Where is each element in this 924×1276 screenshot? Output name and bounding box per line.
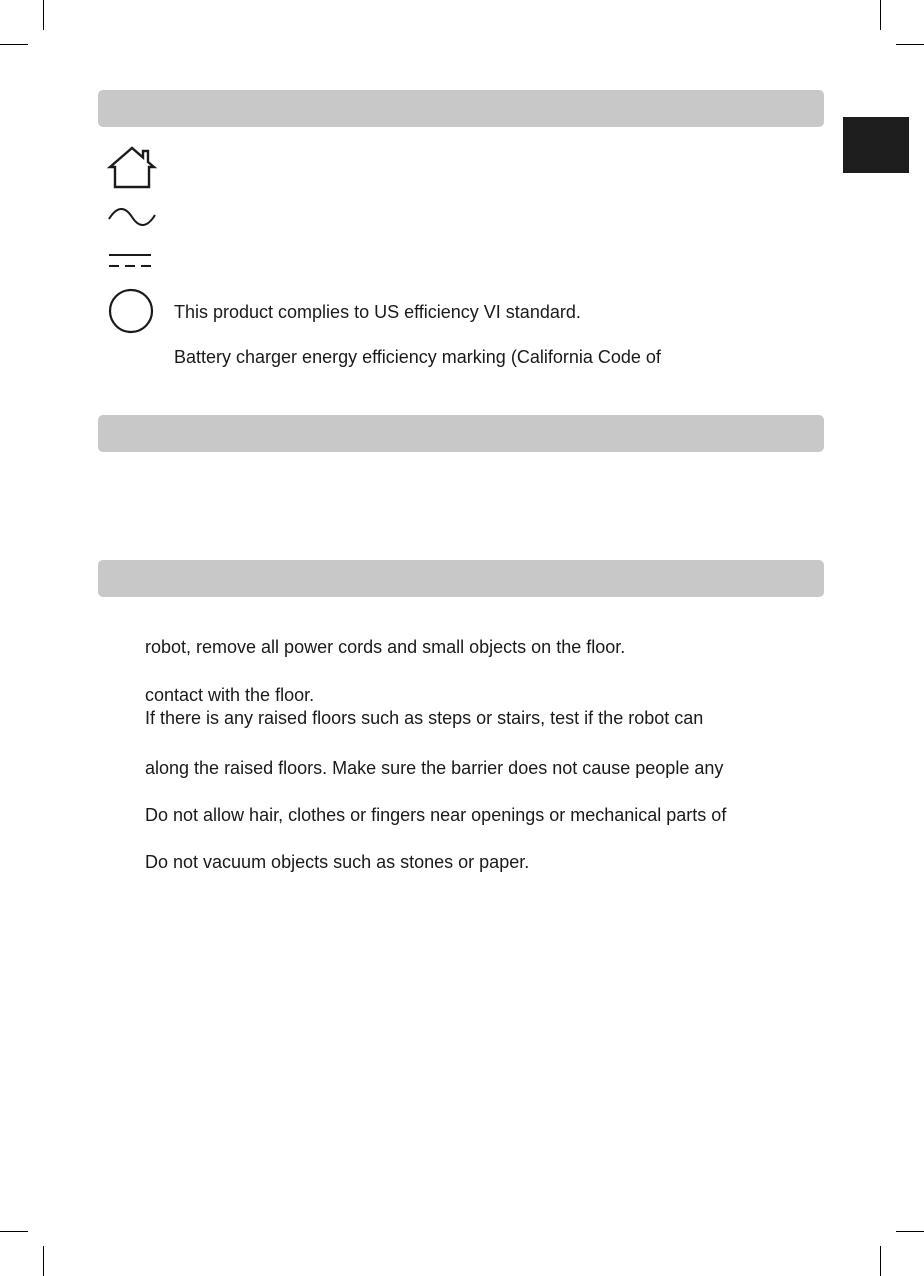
direct-current-icon — [108, 252, 152, 270]
safety-line: If there is any raised floors such as steps or stairs, test if the robot can — [145, 708, 704, 728]
efficiency-mark-icon — [107, 288, 155, 334]
section-header-safety — [98, 560, 824, 597]
language-tab — [843, 117, 909, 173]
crop-mark — [880, 0, 881, 30]
crop-mark — [43, 1246, 44, 1276]
crop-mark — [43, 0, 44, 30]
house-icon — [107, 146, 157, 190]
crop-mark — [0, 44, 28, 45]
safety-line: contact with the floor. — [145, 685, 315, 705]
safety-line: Do not allow hair, clothes or fingers near openings or mechanical parts of — [145, 805, 727, 825]
crop-mark — [896, 1231, 924, 1232]
section-header-middle — [98, 415, 824, 452]
safety-line: Do not vacuum objects such as stones or paper. — [145, 852, 530, 872]
safety-line: along the raised floors. Make sure the barrier does not cause people any — [145, 758, 724, 778]
crop-mark — [0, 1231, 28, 1232]
efficiency-line-1: This product complies to US efficiency VI standard. — [174, 302, 581, 322]
crop-mark — [896, 44, 924, 45]
section-header-symbols — [98, 90, 824, 127]
efficiency-line-2: Battery charger energy efficiency marking (California Code of — [174, 347, 661, 367]
crop-mark — [880, 1246, 881, 1276]
safety-line: robot, remove all power cords and small objects on the floor. — [145, 637, 626, 657]
alternating-current-icon — [107, 206, 157, 228]
